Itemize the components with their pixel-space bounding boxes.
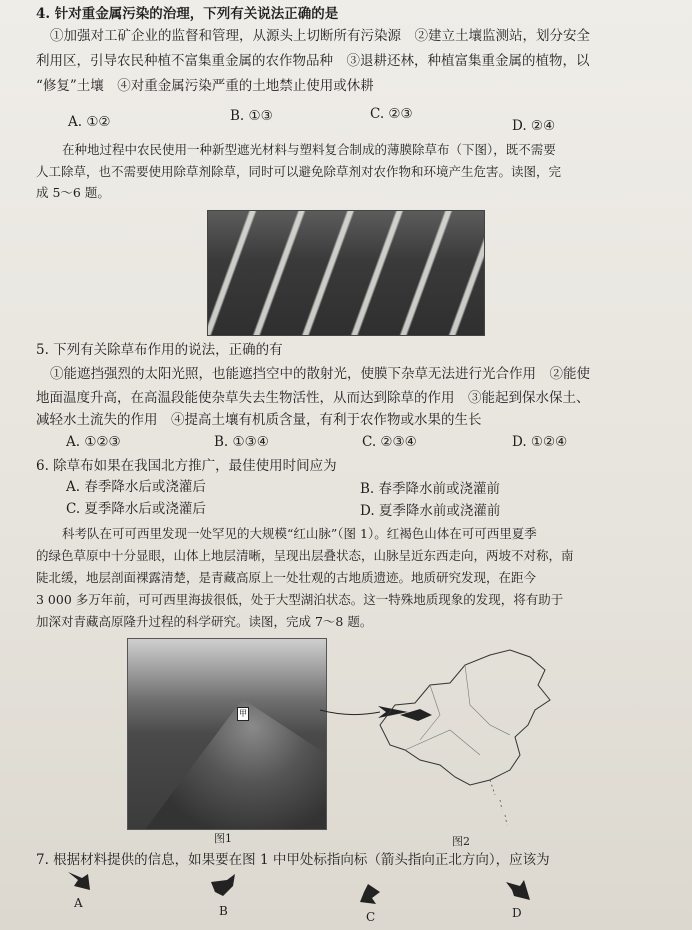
- figure2-caption: 图2: [452, 835, 470, 848]
- north-arrow-option-a-icon: [64, 868, 104, 898]
- option-b-label: B: [219, 904, 228, 918]
- q6-option-d: D. 夏季降水前或浇灌前: [360, 503, 501, 519]
- q5-option-b: B. ①③④: [214, 434, 269, 450]
- q4-line1: ①加强对工矿企业的监督和管理，从源头上切断所有污染源 ②建立土壤监测站，划分安全: [50, 28, 590, 44]
- passage1-line1: 在种地过程中农民使用一种新型遮光材料与塑料复合制成的薄膜除草布（下图），既不需要: [62, 142, 556, 157]
- weed-barrier-photo: [207, 210, 485, 336]
- q4-option-c: C. ②③: [370, 106, 413, 122]
- option-c-label: C: [366, 910, 376, 924]
- option-a-label: A: [74, 896, 83, 910]
- q5-option-d: D. ①②④: [512, 434, 568, 450]
- q4-stem: 4. 针对重金属污染的治理，下列有关说法正确的是: [36, 6, 339, 22]
- passage1-line2: 人工除草，也不需要使用除草剂除草，同时可以避免除草剂对农作物和环境产生危害。读图，完: [36, 164, 562, 179]
- passage2-line3: 陡北缓，地层剖面裸露清楚，是青藏高原上一处壮观的古地质遗迹。地质研究发现，在距今: [36, 570, 537, 585]
- q4-option-d: D. ②④: [512, 118, 556, 134]
- q5-line1: ①能遮挡强烈的太阳光照，也能遮挡空中的散射光，使膜下杂草无法进行光合作用 ②能使: [50, 366, 590, 382]
- passage2-line5: 加深对青藏高原隆升过程的科学研究。读图，完成 7～8 题。: [36, 614, 373, 629]
- q6-stem: 6. 除草布如果在我国北方推广，最佳使用时间应为: [36, 458, 337, 474]
- q5-option-c: C. ②③④: [362, 434, 417, 450]
- q6-option-c: C. 夏季降水后或浇灌后: [66, 501, 206, 517]
- passage2-line2: 的绿色草原中十分显眼，山体上地层清晰，呈现出层叠状态，山脉呈近东西走向，两坡不对称，南: [36, 548, 574, 563]
- q7-stem: 7. 根据材料提供的信息，如果要在图 1 中甲处标指向标（箭头指向正北方向），应该为: [36, 852, 550, 868]
- q4-line2: 利用区，引导农民种植不富集重金属的农作物品种 ③退耕还林，种植富集重金属的植物，以: [36, 53, 590, 69]
- figure1-caption: 图1: [214, 832, 232, 845]
- passage1-line3: 成 5～6 题。: [36, 185, 110, 200]
- option-d-label: D: [512, 906, 522, 920]
- passage2-line4: 3 000 多万年前，可可西里海拔很低，处于大型湖泊状态。这一特殊地质现象的发现，将有助于: [36, 592, 564, 607]
- north-arrow-option-b-icon: [205, 872, 245, 902]
- q4-option-a: A. ①②: [68, 114, 111, 130]
- q6-option-b: B. 春季降水前或浇灌前: [360, 481, 501, 497]
- passage2-line1: 科考队在可可西里发现一处罕见的大规模“红山脉”（图 1）。红褐色山体在可可西里夏季: [62, 526, 537, 541]
- q6-option-a: A. 春季降水后或浇灌后: [66, 479, 206, 495]
- q5-option-a: A. ①②③: [66, 434, 121, 450]
- q4-line3: “修复”土壤 ④对重金属污染严重的土地禁止使用或休耕: [36, 78, 374, 94]
- north-arrow-option-c-icon: [352, 880, 392, 910]
- q5-stem: 5. 下列有关除草布作用的说法，正确的有: [36, 342, 283, 358]
- q4-option-b: B. ①③: [230, 108, 273, 124]
- q5-line2: 地面温度升高，在高温段能使杂草失去生物活性，从而达到除草的作用 ③能起到保水保土、: [36, 390, 590, 406]
- china-map: [360, 645, 560, 830]
- q5-line3: 减轻水土流失的作用 ④提高土壤有机质含量，有利于农作物或水果的生长: [36, 412, 482, 428]
- red-mountain-photo: [127, 638, 327, 830]
- mountain-ridge: [138, 699, 327, 830]
- location-marker-jia: 甲: [237, 707, 249, 721]
- north-arrow-option-d-icon: [500, 876, 540, 906]
